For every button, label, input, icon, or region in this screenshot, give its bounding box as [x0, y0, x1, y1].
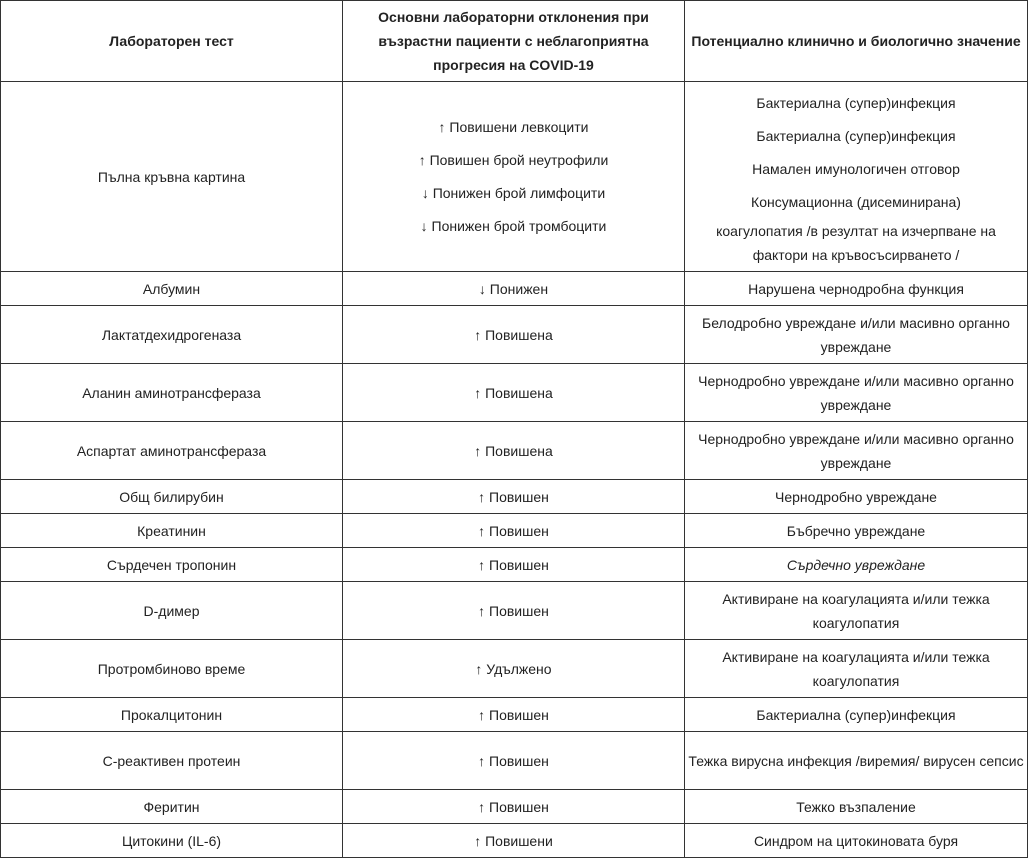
header-abnormalities: Основни лабораторни отклонения при възрастни пациенти с неблагоприятна прогресия на COVID-19 [343, 1, 685, 82]
table-row [1, 640, 1028, 698]
abnormality-line: ↑ Повишени левкоцити [438, 118, 589, 135]
cell-abnormality: ↑ Повишен [343, 514, 685, 548]
cell-test: Албумин [1, 272, 343, 306]
table-row [1, 364, 1028, 422]
cell-test: Протромбиново време [1, 640, 343, 698]
cell-significance: Чернодробно увреждане [685, 480, 1028, 514]
table-row-cbc [1, 82, 1028, 272]
table-row [1, 306, 1028, 364]
cell-test: D-димер [1, 582, 343, 640]
cell-abnormality: ↑ Повишен [343, 548, 685, 582]
significance-line: Бактериална (супер)инфекция [756, 94, 956, 111]
cell-test: Креатинин [1, 514, 343, 548]
cell-test: Лактатдехидрогеназа [1, 306, 343, 364]
cell-significance: Сърдечно увреждане [685, 548, 1028, 582]
table-row [1, 514, 1028, 548]
cell-abnormalities [343, 82, 685, 272]
table-row [1, 582, 1028, 640]
table-row [1, 272, 1028, 306]
cell-significance: Бактериална (супер)инфекция [685, 698, 1028, 732]
cell-abnormality: ↑ Повишен [343, 582, 685, 640]
cell-test: Пълна кръвна картина [1, 82, 343, 272]
cell-significance: Бъбречно увреждане [685, 514, 1028, 548]
header-significance: Потенциално клинично и биологично значение [685, 1, 1028, 82]
cell-significance: Нарушена чернодробна функция [685, 272, 1028, 306]
cell-significance [685, 82, 1028, 272]
header-lab-test: Лабораторен тест [1, 1, 343, 82]
table-row [1, 480, 1028, 514]
cell-abnormality: ↑ Повишен [343, 480, 685, 514]
cell-significance: Чернодробно увреждане и/или масивно органно увреждане [685, 364, 1028, 422]
table-row [1, 790, 1028, 824]
significance-line: коагулопатия /в резултат на изчерпване на фактори на кръвосъсирването / [716, 222, 996, 263]
cell-test: Общ билирубин [1, 480, 343, 514]
cell-test: С-реактивен протеин [1, 732, 343, 790]
table-row [1, 422, 1028, 480]
cell-test: Аспартат аминотрансфераза [1, 422, 343, 480]
table-row [1, 698, 1028, 732]
cell-abnormality: ↑ Повишена [343, 364, 685, 422]
cell-test: Прокалцитонин [1, 698, 343, 732]
table-row [1, 824, 1028, 858]
significance-line: Бактериална (супер)инфекция [756, 127, 956, 144]
table-row [1, 548, 1028, 582]
cell-test: Феритин [1, 790, 343, 824]
abnormality-line: ↓ Понижен брой тромбоцити [420, 217, 607, 234]
cell-significance: Белодробно увреждане и/или масивно органно увреждане [685, 306, 1028, 364]
cell-significance: Чернодробно увреждане и/или масивно органно увреждане [685, 422, 1028, 480]
abnormality-line: ↓ Понижен брой лимфоцити [421, 184, 606, 201]
cell-significance: Активиране на коагулацията и/или тежка коагулопатия [685, 640, 1028, 698]
cell-significance: Синдром на цитокиновата буря [685, 824, 1028, 858]
cell-abnormality: ↑ Повишена [343, 422, 685, 480]
significance-line: Консумационна (дисеминирана) [751, 193, 961, 210]
cell-abnormality: ↑ Повишен [343, 698, 685, 732]
cell-significance: Тежка вирусна инфекция /виремия/ вирусен сепсис [685, 732, 1028, 790]
cell-test: Цитокини (IL-6) [1, 824, 343, 858]
cell-significance: Активиране на коагулацията и/или тежка коагулопатия [685, 582, 1028, 640]
cell-significance: Тежко възпаление [685, 790, 1028, 824]
cell-abnormality: ↑ Повишен [343, 732, 685, 790]
table-row [1, 732, 1028, 790]
significance-line: Намален имунологичен отговор [752, 160, 960, 177]
table-header-row [1, 1, 1028, 82]
cell-abnormality: ↓ Понижен [343, 272, 685, 306]
cell-abnormality: ↑ Повишени [343, 824, 685, 858]
cell-abnormality: ↑ Повишен [343, 790, 685, 824]
cell-abnormality: ↑ Повишена [343, 306, 685, 364]
cell-test: Аланин аминотрансфераза [1, 364, 343, 422]
cell-abnormality: ↑ Удължено [343, 640, 685, 698]
cell-test: Сърдечен тропонин [1, 548, 343, 582]
abnormality-line: ↑ Повишен брой неутрофили [418, 151, 609, 168]
